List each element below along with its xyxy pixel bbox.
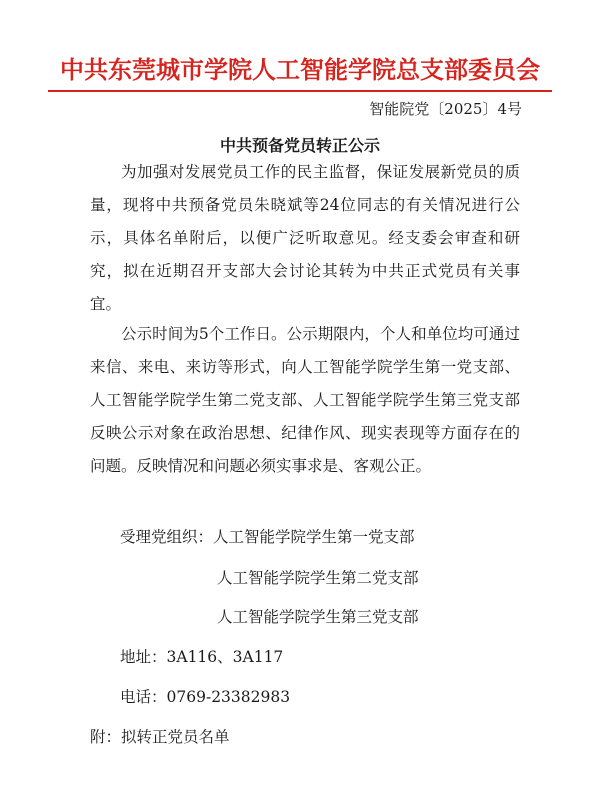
attachment-row (90, 725, 230, 747)
address-row (120, 645, 283, 667)
red-separator-line (48, 90, 552, 92)
accepting-organization-label: 受理党组织： (120, 528, 214, 546)
address-value: 3A116、3A117 (166, 648, 284, 666)
phone-value: 0769-23382983 (166, 688, 291, 706)
notice-paragraph-2: 公示时间为5个工作日。公示期限内，个人和单位均可通过来信、来电、来访等形式，向人工智能学院学生第一党支部、人工智能学院学生第二党支部、人工智能学院学生第三党支部反映公示对象在政治思想、纪律作风、现实表现等方面存在的问题。反映情况和问题必须实事求是、客观公正。 (90, 325, 520, 475)
branch-3: 人工智能学院学生第三党支部 (217, 608, 419, 626)
address-label: 地址： (120, 648, 167, 666)
attachment-value: 拟转正党员名单 (121, 728, 230, 746)
notice-paragraph-1: 为加强对发展党员工作的民主监督，保证发展新党员的质量，现将中共预备党员朱晓斌等24位同志的有关情况进行公示，具体名单附后，以便广泛听取意见。经支委会审查和研究，拟在近期召开支部大会讨论其转为中共正式党员有关事宜。 (90, 163, 520, 313)
branch-2: 人工智能学院学生第二党支部 (217, 569, 419, 587)
phone-row (120, 685, 290, 707)
document-number: 智能院党〔2025〕4号 (369, 100, 522, 118)
attachment-label: 附： (90, 728, 122, 746)
branch-1: 人工智能学院学生第一党支部 (213, 528, 415, 546)
notice-title: 中共预备党员转正公示 (219, 136, 380, 155)
accepting-organization-row (120, 525, 415, 547)
issuing-organization-header: 中共东莞城市学院人工智能学院总支部委员会 (60, 56, 540, 84)
phone-label: 电话： (120, 688, 167, 706)
